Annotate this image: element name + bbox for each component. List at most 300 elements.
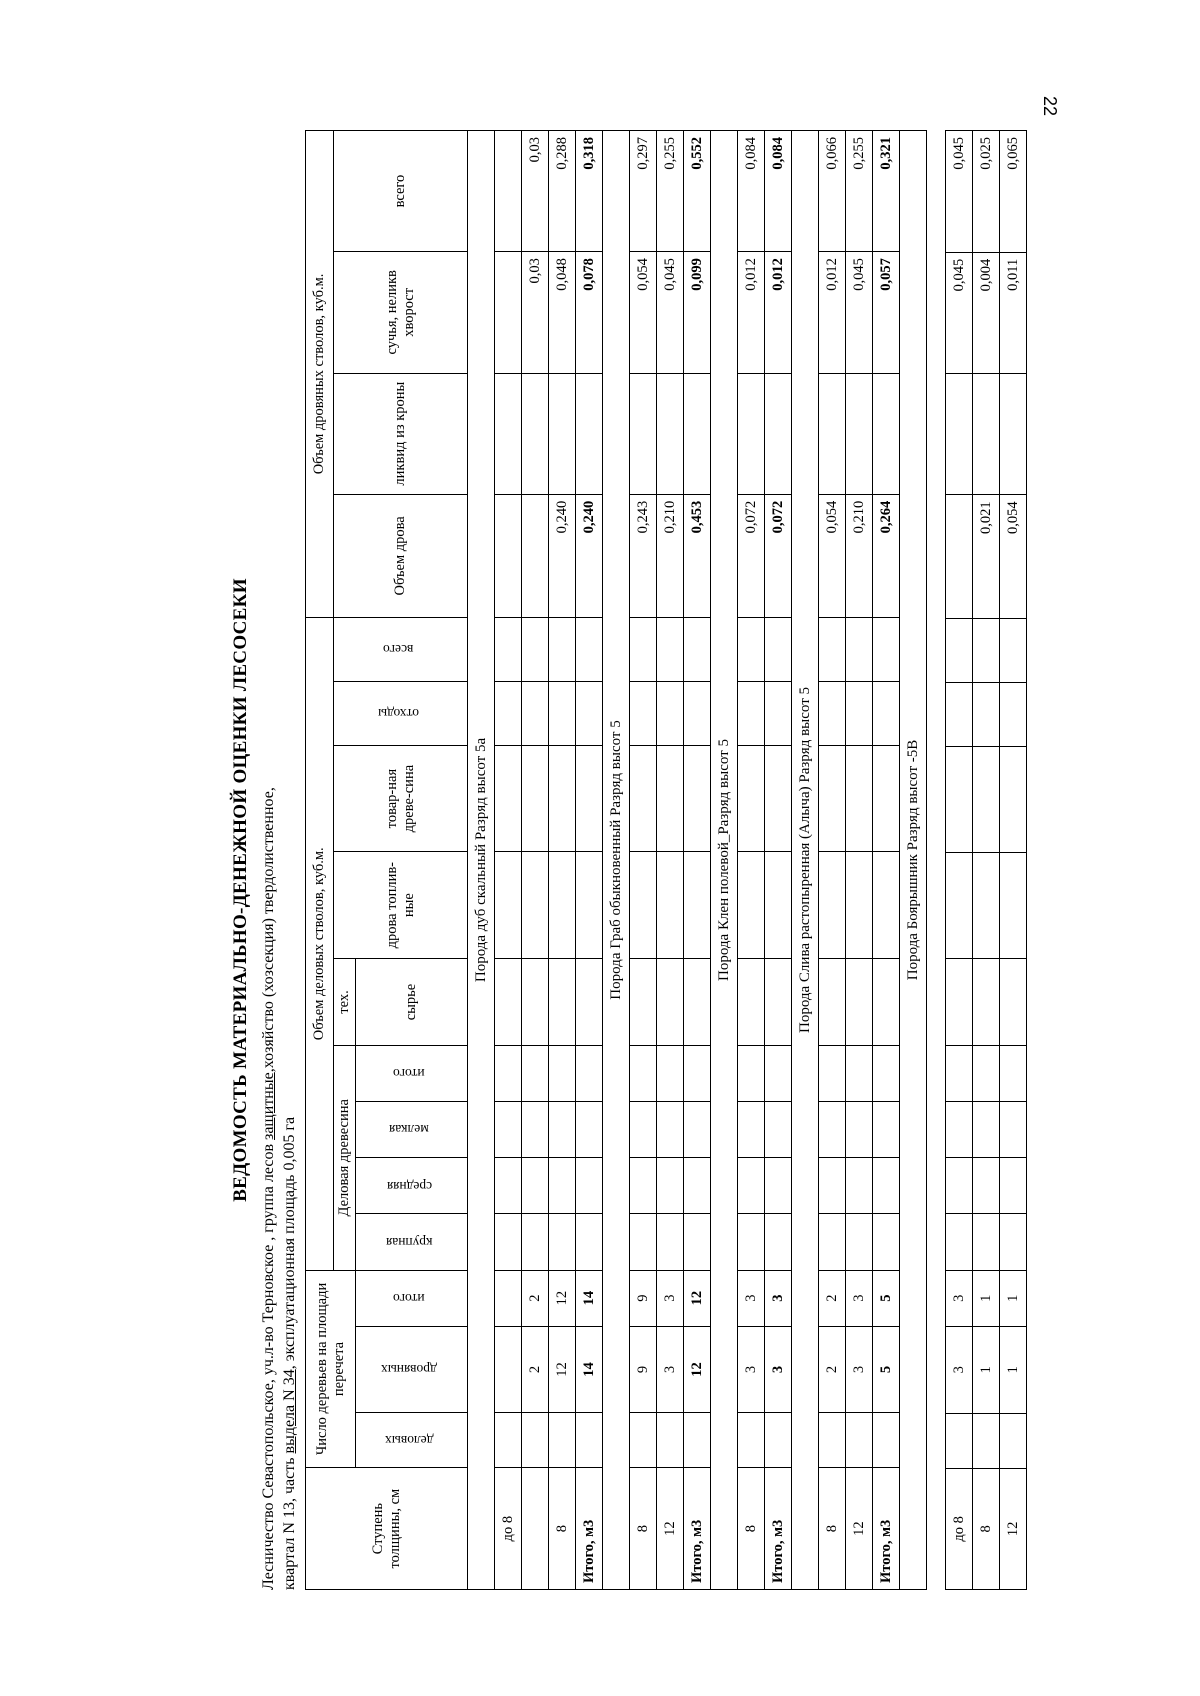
cell-obem-drova <box>522 494 549 617</box>
cell-empty <box>657 681 684 745</box>
cell-empty <box>765 852 792 959</box>
cell-suchya: 0,012 <box>738 252 765 373</box>
header-vol-delovykh: Объем деловых стволов, куб.м. <box>306 617 334 1270</box>
cell-delovykh <box>1000 1413 1027 1468</box>
cell-empty <box>576 1102 603 1158</box>
cell-empty <box>846 617 873 681</box>
cell-empty <box>765 617 792 681</box>
cell-empty <box>684 852 711 959</box>
cell-vsego: 0,321 <box>873 131 900 252</box>
cell-step: 8 <box>630 1468 657 1590</box>
header-tekh: тех. <box>334 959 356 1046</box>
cell-drovyanykh: 1 <box>1000 1326 1027 1413</box>
cell-suchya: 0,048 <box>549 252 576 373</box>
cell-empty <box>765 1102 792 1158</box>
cell-delovykh <box>684 1413 711 1468</box>
section-title: Порода Боярышник Разряд высот -5В <box>900 131 927 1590</box>
cell-delovykh <box>738 1413 765 1468</box>
cell-likvid <box>522 373 549 494</box>
cell-empty <box>522 681 549 745</box>
cell-drovyanykh: 3 <box>657 1326 684 1412</box>
cell-empty <box>522 1045 549 1101</box>
cell-empty <box>657 1102 684 1158</box>
header-drovyanykh: дровяных <box>356 1326 468 1412</box>
cell-vsego <box>495 131 522 252</box>
cell-obem-drova: 0,243 <box>630 494 657 617</box>
cell-empty <box>549 959 576 1046</box>
header-drova-toplivnye: дрова топлив-ные <box>334 852 468 959</box>
cell-delovykh <box>765 1413 792 1468</box>
cell-empty <box>765 1158 792 1214</box>
cell-step: до 8 <box>495 1468 522 1590</box>
cell-empty <box>1000 1214 1027 1270</box>
cell-step: 12 <box>657 1468 684 1590</box>
cell-empty <box>873 852 900 959</box>
cell-obem-drova: 0,072 <box>765 494 792 617</box>
cell-empty <box>819 617 846 681</box>
cell-likvid <box>495 373 522 494</box>
cell-likvid <box>738 373 765 494</box>
cell-empty <box>946 1214 973 1270</box>
cell-empty <box>973 618 1000 682</box>
cell-empty <box>684 617 711 681</box>
cell-vsego: 0,255 <box>846 131 873 252</box>
document-title: ВЕДОМОСТЬ МАТЕРИАЛЬНО-ДЕНЕЖНОЙ ОЦЕНКИ ЛЕСОСЕКИ <box>230 578 251 1202</box>
cell-suchya: 0,099 <box>684 252 711 373</box>
cell-empty <box>522 1158 549 1214</box>
cell-empty <box>684 1045 711 1101</box>
table-row <box>657 131 684 1590</box>
cell-empty <box>973 1158 1000 1214</box>
cell-empty <box>684 681 711 745</box>
cell-delovykh <box>819 1413 846 1468</box>
cell-step: 8 <box>549 1468 576 1590</box>
cell-itogo: 3 <box>946 1270 973 1326</box>
cell-obem-drova: 0,264 <box>873 494 900 617</box>
total-row <box>684 131 711 1590</box>
cell-likvid <box>684 373 711 494</box>
header-vsego2: всего <box>334 131 468 252</box>
cell-empty <box>657 1045 684 1101</box>
cell-likvid <box>765 373 792 494</box>
cell-vsego: 0,288 <box>549 131 576 252</box>
cell-empty <box>873 1102 900 1158</box>
cell-delovykh <box>657 1413 684 1468</box>
cell-empty <box>973 1102 1000 1158</box>
cell-empty <box>630 1045 657 1101</box>
cell-empty <box>846 852 873 959</box>
cell-empty <box>630 1158 657 1214</box>
cell-suchya: 0,011 <box>1000 252 1027 374</box>
header-suchya: сучья, неликв хворост <box>334 252 468 373</box>
cell-empty <box>738 617 765 681</box>
continuation-table-body <box>946 131 1027 1590</box>
cell-vsego: 0,255 <box>657 131 684 252</box>
cell-vsego: 0,084 <box>765 131 792 252</box>
cell-empty <box>657 1214 684 1270</box>
cell-empty <box>946 1158 973 1214</box>
header-itogo: итого <box>356 1270 468 1326</box>
cell-itogo: 12 <box>684 1270 711 1326</box>
cell-drovyanykh: 2 <box>522 1326 549 1412</box>
cell-empty <box>630 959 657 1046</box>
cell-step: 8 <box>819 1468 846 1590</box>
cell-likvid <box>946 374 973 495</box>
header-itogo-del: итого <box>356 1045 468 1101</box>
cell-empty <box>846 681 873 745</box>
cell-obem-drova: 0,240 <box>549 494 576 617</box>
cell-empty <box>657 617 684 681</box>
cell-empty <box>522 1214 549 1270</box>
cell-empty <box>684 1214 711 1270</box>
cell-empty <box>630 745 657 852</box>
cell-step: Итого, м3 <box>873 1468 900 1590</box>
cell-itogo: 9 <box>630 1270 657 1326</box>
header-text: , эксплуатационная площадь 0,005 га <box>281 1116 298 1370</box>
cell-delovykh <box>522 1413 549 1468</box>
cell-step: Итого, м3 <box>576 1468 603 1590</box>
page-number: 22 <box>1040 96 1060 117</box>
cell-obem-drova: 0,453 <box>684 494 711 617</box>
cell-empty <box>765 745 792 852</box>
cell-step: 12 <box>846 1468 873 1590</box>
section-header-row <box>711 131 738 1590</box>
cell-empty <box>946 1046 973 1102</box>
cell-empty <box>549 745 576 852</box>
cell-empty <box>684 959 711 1046</box>
cell-empty <box>873 1158 900 1214</box>
header-text: Лесничество Севастопольское, уч.л-во Терновское , группа лесов <box>260 1139 277 1590</box>
cell-empty <box>819 1158 846 1214</box>
header-krupnaya: крупная <box>356 1214 468 1270</box>
cell-empty <box>1000 1158 1027 1214</box>
cell-empty <box>495 745 522 852</box>
cell-drovyanykh: 3 <box>846 1326 873 1412</box>
cell-vsego: 0,045 <box>946 131 973 253</box>
cell-step: до 8 <box>946 1468 973 1589</box>
cell-empty <box>738 852 765 959</box>
cell-likvid <box>630 373 657 494</box>
cell-suchya: 0,078 <box>576 252 603 373</box>
cell-drovyanykh: 12 <box>549 1326 576 1412</box>
cell-likvid <box>657 373 684 494</box>
cell-obem-drova: 0,054 <box>1000 495 1027 619</box>
cell-suchya: 0,045 <box>657 252 684 373</box>
cell-empty <box>765 959 792 1046</box>
cell-empty <box>495 1045 522 1101</box>
cell-itogo: 1 <box>1000 1270 1027 1326</box>
cell-empty <box>576 852 603 959</box>
cell-empty <box>576 1158 603 1214</box>
cell-empty <box>630 1214 657 1270</box>
cell-drovyanykh: 3 <box>946 1326 973 1413</box>
cell-step: Итого, м3 <box>765 1468 792 1590</box>
cell-empty <box>576 617 603 681</box>
table-row <box>846 131 873 1590</box>
cell-empty <box>973 959 1000 1046</box>
cell-empty <box>846 1214 873 1270</box>
cell-empty <box>946 959 973 1046</box>
cell-empty <box>684 1158 711 1214</box>
cell-empty <box>549 617 576 681</box>
cell-itogo: 12 <box>549 1270 576 1326</box>
cell-empty <box>630 852 657 959</box>
header-underlined: защитные <box>260 1072 277 1140</box>
cell-empty <box>549 1102 576 1158</box>
cell-empty <box>873 1214 900 1270</box>
cell-empty <box>819 1045 846 1101</box>
cell-delovykh <box>576 1413 603 1468</box>
cell-empty <box>522 1102 549 1158</box>
cell-itogo: 14 <box>576 1270 603 1326</box>
cell-empty <box>819 1214 846 1270</box>
section-header-row <box>900 131 927 1590</box>
cell-empty <box>657 745 684 852</box>
cell-empty <box>549 1158 576 1214</box>
cell-step: 12 <box>1000 1468 1027 1589</box>
cell-delovykh <box>873 1413 900 1468</box>
cell-empty <box>630 617 657 681</box>
cell-empty <box>495 617 522 681</box>
cell-drovyanykh: 9 <box>630 1326 657 1412</box>
cell-empty <box>1000 746 1027 852</box>
cell-empty <box>576 959 603 1046</box>
cell-empty <box>1000 959 1027 1046</box>
table-row <box>549 131 576 1590</box>
header-vsego: всего <box>334 617 468 681</box>
cell-empty <box>846 959 873 1046</box>
cell-itogo: 2 <box>819 1270 846 1326</box>
table-row <box>630 131 657 1590</box>
cell-itogo: 5 <box>873 1270 900 1326</box>
table-row <box>495 131 522 1590</box>
cell-empty <box>522 617 549 681</box>
section-title: Порода Клен полевой_Разряд высот 5 <box>711 131 738 1590</box>
cell-empty <box>549 852 576 959</box>
cell-obem-drova: 0,240 <box>576 494 603 617</box>
cell-suchya: 0,045 <box>946 252 973 374</box>
continuation-table <box>945 130 1027 1590</box>
cell-empty <box>738 1045 765 1101</box>
cell-empty <box>873 745 900 852</box>
cell-empty <box>738 959 765 1046</box>
header-tovarnaya: товар-ная древе-сина <box>334 745 468 852</box>
header-text: ,хозяйство (хозсекция) твердолиственное, <box>260 787 277 1073</box>
cell-obem-drova <box>495 494 522 617</box>
header-underlined: выдела N 34 <box>281 1369 298 1454</box>
cell-empty <box>1000 1046 1027 1102</box>
cell-drovyanykh: 3 <box>738 1326 765 1412</box>
cell-likvid <box>846 373 873 494</box>
table-row <box>738 131 765 1590</box>
cell-empty <box>846 1158 873 1214</box>
cell-empty <box>846 1045 873 1101</box>
cell-empty <box>973 1214 1000 1270</box>
total-row <box>873 131 900 1590</box>
cell-empty <box>657 1158 684 1214</box>
cell-delovykh <box>549 1413 576 1468</box>
cell-vsego: 0,066 <box>819 131 846 252</box>
valuation-table <box>305 130 927 1590</box>
valuation-table-body <box>468 131 927 1590</box>
cell-empty <box>522 745 549 852</box>
cell-empty <box>738 745 765 852</box>
cell-empty <box>946 682 973 746</box>
cell-obem-drova: 0,021 <box>973 495 1000 619</box>
rotated-sheet <box>230 130 1021 1630</box>
cell-empty <box>973 682 1000 746</box>
cell-empty <box>522 959 549 1046</box>
cell-empty <box>873 959 900 1046</box>
cell-empty <box>576 1214 603 1270</box>
cell-empty <box>684 1102 711 1158</box>
total-row <box>765 131 792 1590</box>
cell-itogo: 3 <box>765 1270 792 1326</box>
section-title: Порода Граб обыкновенный Разряд высот 5 <box>603 131 630 1590</box>
header-syrie: сырье <box>356 959 468 1046</box>
cell-likvid <box>1000 374 1027 495</box>
cell-empty <box>873 1045 900 1101</box>
cell-empty <box>973 853 1000 959</box>
cell-obem-drova: 0,072 <box>738 494 765 617</box>
cell-drovyanykh: 5 <box>873 1326 900 1412</box>
cell-delovykh <box>973 1413 1000 1468</box>
header-likvid-kroni: ликвид из кроны <box>334 373 468 494</box>
cell-empty <box>946 1102 973 1158</box>
cell-empty <box>576 745 603 852</box>
header-melkaya: мелкая <box>356 1102 468 1158</box>
table-row <box>946 131 973 1590</box>
cell-drovyanykh: 1 <box>973 1326 1000 1413</box>
cell-empty <box>819 852 846 959</box>
cell-empty <box>946 746 973 852</box>
cell-itogo: 3 <box>846 1270 873 1326</box>
section-title: Порода Слива растопыренная (Алыча) Разряд высот 5 <box>792 131 819 1590</box>
cell-drovyanykh: 2 <box>819 1326 846 1412</box>
section-header-row <box>792 131 819 1590</box>
cell-empty <box>765 1214 792 1270</box>
table-row <box>522 131 549 1590</box>
cell-empty <box>946 853 973 959</box>
cell-empty <box>873 617 900 681</box>
cell-empty <box>522 852 549 959</box>
cell-suchya: 0,012 <box>765 252 792 373</box>
cell-itogo: 3 <box>657 1270 684 1326</box>
cell-delovykh <box>846 1413 873 1468</box>
cell-empty <box>1000 618 1027 682</box>
cell-empty <box>549 1045 576 1101</box>
header-delovykh: деловых <box>356 1413 468 1468</box>
cell-empty <box>630 1102 657 1158</box>
cell-vsego: 0,03 <box>522 131 549 252</box>
header-line-quarter <box>281 1117 299 1590</box>
cell-empty <box>738 1158 765 1214</box>
cell-empty <box>765 1045 792 1101</box>
cell-suchya: 0,012 <box>819 252 846 373</box>
cell-vsego: 0,025 <box>973 131 1000 253</box>
header-tree-count: Число деревьев на площади перечета <box>306 1270 356 1468</box>
cell-empty <box>765 681 792 745</box>
cell-step: 8 <box>738 1468 765 1590</box>
table-row <box>819 131 846 1590</box>
cell-empty <box>846 745 873 852</box>
table-row <box>973 131 1000 1590</box>
cell-suchya: 0,054 <box>630 252 657 373</box>
cell-obem-drova: 0,054 <box>819 494 846 617</box>
cell-empty <box>819 1102 846 1158</box>
cell-obem-drova: 0,210 <box>657 494 684 617</box>
header-delovaya-drevesina: Деловая древесина <box>334 1045 356 1270</box>
cell-suchya: 0,03 <box>522 252 549 373</box>
cell-vsego: 0,297 <box>630 131 657 252</box>
cell-drovyanykh: 14 <box>576 1326 603 1412</box>
cell-drovyanykh: 12 <box>684 1326 711 1412</box>
cell-empty <box>549 681 576 745</box>
cell-vsego: 0,084 <box>738 131 765 252</box>
cell-empty <box>495 852 522 959</box>
cell-delovykh <box>630 1413 657 1468</box>
cell-vsego: 0,552 <box>684 131 711 252</box>
cell-likvid <box>973 374 1000 495</box>
header-otkhody: отходы <box>334 681 468 745</box>
cell-empty <box>495 1214 522 1270</box>
cell-suchya: 0,004 <box>973 252 1000 374</box>
cell-empty <box>657 852 684 959</box>
section-header-row <box>603 131 630 1590</box>
cell-empty <box>946 618 973 682</box>
cell-empty <box>819 959 846 1046</box>
cell-empty <box>873 681 900 745</box>
section-title: Порода дуб скальный Разряд высот 5а <box>468 131 495 1590</box>
header-text: квартал N 13, часть <box>281 1453 298 1590</box>
cell-empty <box>738 1214 765 1270</box>
cell-empty <box>657 959 684 1046</box>
cell-empty <box>1000 682 1027 746</box>
cell-empty <box>819 681 846 745</box>
cell-empty <box>549 1214 576 1270</box>
cell-drovyanykh: 3 <box>765 1326 792 1412</box>
cell-itogo: 3 <box>738 1270 765 1326</box>
cell-empty <box>973 1046 1000 1102</box>
cell-itogo: 1 <box>973 1270 1000 1326</box>
cell-empty <box>630 681 657 745</box>
cell-step: 8 <box>973 1468 1000 1589</box>
cell-suchya: 0,057 <box>873 252 900 373</box>
table-row <box>1000 131 1027 1590</box>
cell-itogo: 2 <box>522 1270 549 1326</box>
cell-empty <box>495 681 522 745</box>
cell-empty <box>846 1102 873 1158</box>
cell-empty <box>495 1102 522 1158</box>
cell-suchya: 0,045 <box>846 252 873 373</box>
cell-itogo <box>495 1270 522 1326</box>
cell-likvid <box>873 373 900 494</box>
header-line-forestry <box>260 787 278 1590</box>
cell-step <box>522 1468 549 1590</box>
cell-drovyanykh <box>495 1326 522 1412</box>
cell-empty <box>1000 853 1027 959</box>
header-step: Ступень толщины, см <box>306 1468 468 1590</box>
cell-empty <box>738 681 765 745</box>
header-vol-drovyanykh: Объем дровяных стволов, куб.м. <box>306 131 334 618</box>
cell-vsego: 0,065 <box>1000 131 1027 253</box>
cell-empty <box>576 681 603 745</box>
cell-empty <box>973 746 1000 852</box>
total-row <box>576 131 603 1590</box>
cell-empty <box>684 745 711 852</box>
header-obem-drova: Объем дрова <box>334 494 468 617</box>
header-srednyaya: средняя <box>356 1158 468 1214</box>
